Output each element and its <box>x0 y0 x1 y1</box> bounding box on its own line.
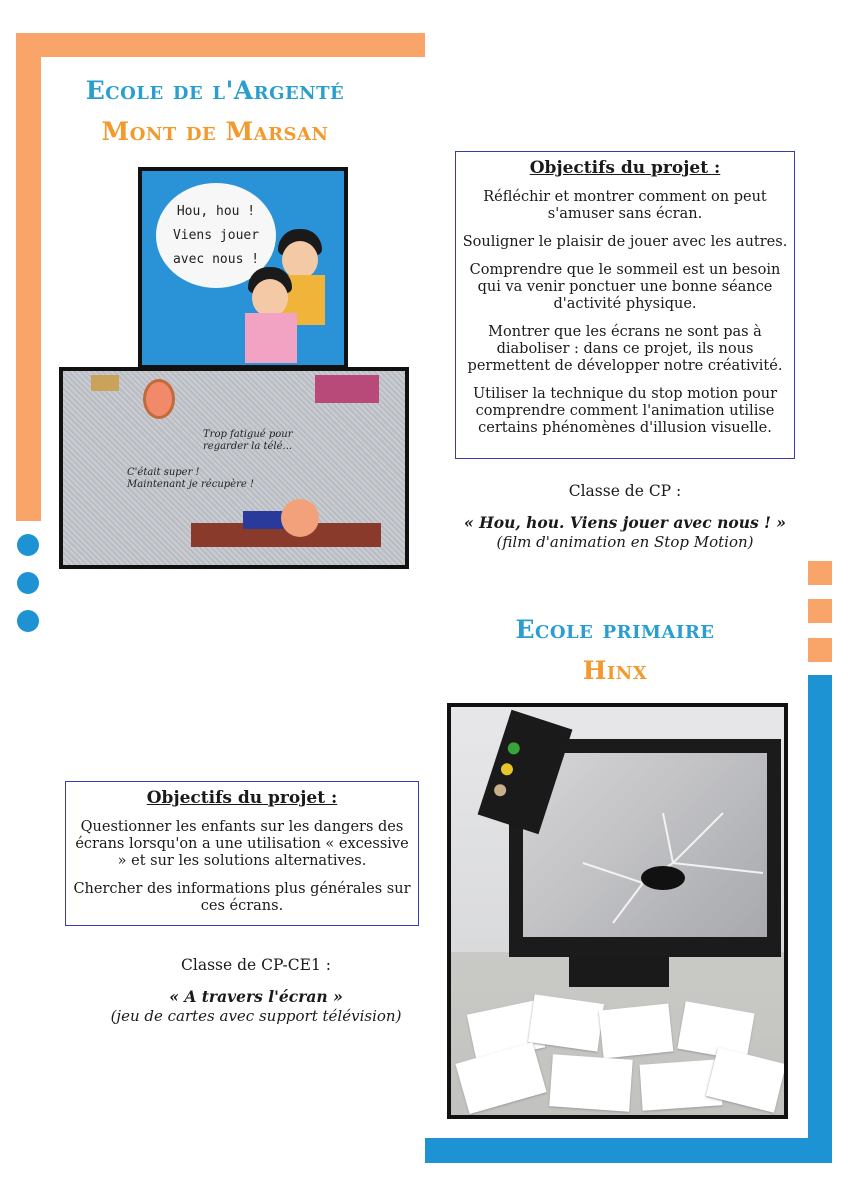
yellow-dot-icon <box>499 762 514 777</box>
broken-screen-photo <box>447 703 788 1119</box>
objective-item: Comprendre que le sommeil est un besoin qui va venir ponctuer une bonne séance d'activité physique. <box>469 262 781 312</box>
scene-line: Maintenant je récupère ! <box>127 479 254 490</box>
orange-square <box>808 638 832 662</box>
blue-right-bar <box>808 675 832 1163</box>
game-card <box>549 1054 632 1111</box>
objective-item: Montrer que les écrans ne sont pas à diaboliser : dans ce projet, ils nous permettent de développer notre créativité. <box>467 324 783 374</box>
wall-frame <box>143 379 175 419</box>
orange-left-bar <box>16 33 41 521</box>
blue-dot <box>17 610 39 632</box>
class-label: Classe de CP : <box>568 482 682 500</box>
monitor-stand <box>569 957 669 987</box>
scene-text <box>203 429 293 453</box>
wall-frame <box>91 375 119 391</box>
school2-objectives-box <box>65 781 419 926</box>
project-subtitle: (film d'animation en Stop Motion) <box>496 533 754 551</box>
game-card <box>455 1042 546 1114</box>
objective-item: Réfléchir et montrer comment on peut s'amuser sans écran. <box>483 189 767 222</box>
project-subtitle: (jeu de cartes avec support télévision) <box>110 1007 402 1025</box>
beige-dot-icon <box>493 783 508 798</box>
green-dot-icon <box>506 741 521 756</box>
project-title-text: « Hou, hou. Viens jouer avec nous ! » <box>464 513 786 532</box>
objective-item: Utiliser la technique du stop motion pour comprendre comment l'animation utilise certains phénomènes d'illusion visuelle. <box>472 386 778 436</box>
school2-caption <box>100 956 412 1026</box>
scene-line: C'était super ! <box>127 467 200 478</box>
game-card <box>599 1003 674 1058</box>
child-head <box>252 279 288 317</box>
crack-icon <box>523 753 767 937</box>
objective-item: Questionner les enfants sur les dangers des écrans lorsqu'on a une utilisation « excessive » et sur les solutions alternatives. <box>75 819 409 869</box>
poster-line: Hou, hou ! <box>176 203 256 219</box>
child-body <box>245 313 297 363</box>
scene-text <box>127 467 254 491</box>
school1-name: Ecole de l'Argenté <box>85 76 345 105</box>
objective-item: Souligner le plaisir de jouer avec les autres. <box>462 234 788 250</box>
poster-photo <box>138 167 348 369</box>
window <box>315 375 379 403</box>
child-head <box>282 241 318 279</box>
blue-dot <box>17 534 39 556</box>
poster-line: Viens jouer <box>172 227 260 243</box>
school2-city: Hinx <box>582 656 648 685</box>
school1-city: Mont de Marsan <box>101 117 329 146</box>
objectives-title: Objectifs du projet : <box>146 788 338 808</box>
stop-motion-scene-photo <box>59 367 409 569</box>
objectives-title: Objectifs du projet : <box>529 158 721 178</box>
project-title-text: « A travers l'écran » <box>169 987 343 1006</box>
objective-item: Chercher des informations plus générales sur ces écrans. <box>73 881 411 914</box>
poster-line: avec nous ! <box>172 251 260 267</box>
lying-figure-head <box>281 499 319 537</box>
school1-objectives-box <box>455 151 795 459</box>
project-title <box>455 513 795 533</box>
blue-bottom-bar <box>425 1138 832 1163</box>
orange-top-bar <box>16 33 425 57</box>
blue-dot <box>17 572 39 594</box>
class-label: Classe de CP-CE1 : <box>181 956 331 974</box>
orange-square <box>808 561 832 585</box>
school2-name: Ecole primaire <box>515 615 715 644</box>
scene-line: regarder la télé... <box>203 441 293 452</box>
game-card <box>528 994 604 1051</box>
orange-square <box>808 599 832 623</box>
project-title <box>100 987 412 1007</box>
school1-caption <box>455 482 795 552</box>
scene-line: Trop fatigué pour <box>203 429 293 440</box>
